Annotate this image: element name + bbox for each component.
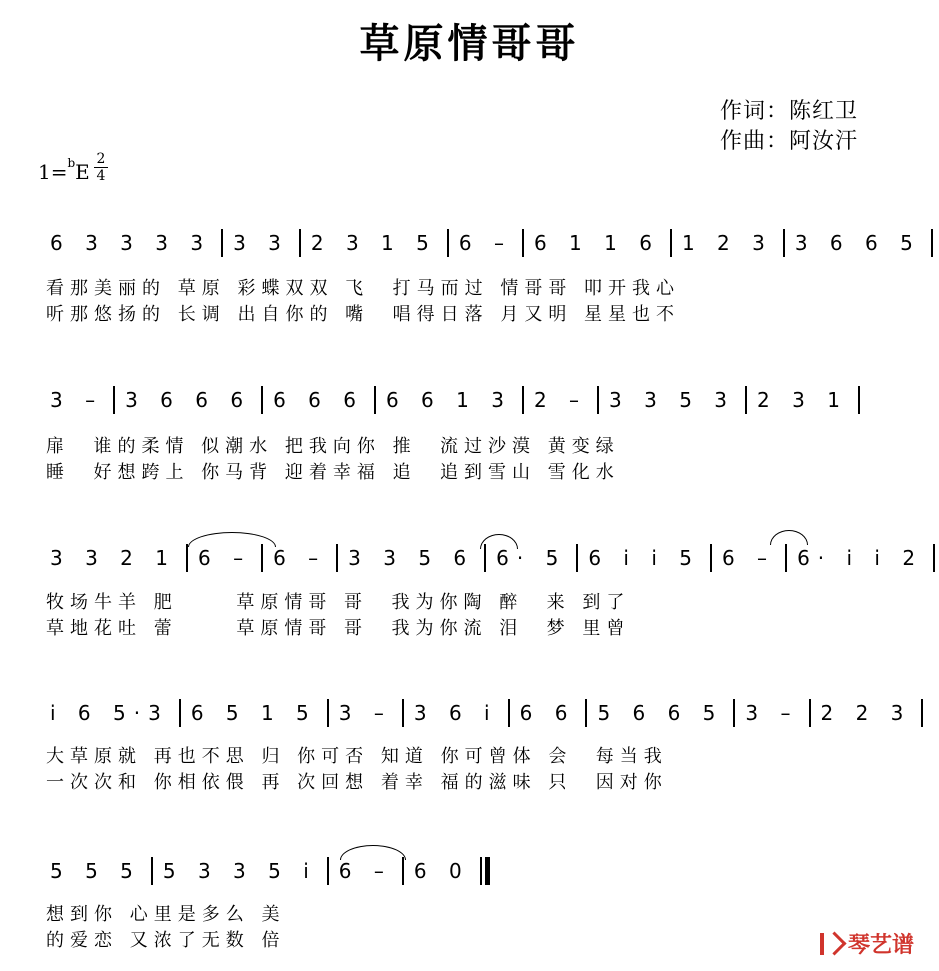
measure: 1 2 3: [681, 231, 773, 255]
measure: 6 5 1 5: [190, 701, 317, 725]
staff-line-5: [40, 856, 900, 902]
measure: 5 3 3 5 i: [162, 859, 317, 883]
time-signature: [94, 152, 108, 183]
measure: 6 0: [413, 859, 470, 883]
measure: 6 –: [197, 546, 252, 570]
measure: 2 –: [533, 388, 588, 412]
measure: 5 6 6 5: [597, 701, 724, 725]
lyrics-verse-1: 大草原就 再也不思 归 你可否 知道 你可曾体 会 每当我: [46, 746, 668, 767]
measure: 6 6 6: [273, 388, 364, 412]
flat-sign: b: [67, 156, 76, 171]
measure: 3 –: [745, 701, 799, 725]
measure: 3 –: [50, 388, 104, 412]
measure: 5 5 5: [50, 859, 141, 883]
lyrics-verse-2: 一次次和 你相依偎 再 次回想 着幸 福的滋味 只 因对你: [46, 772, 668, 793]
measure: 6 6: [519, 701, 576, 725]
watermark-logo: [818, 928, 914, 959]
measure: 2 3 1 5: [310, 231, 437, 255]
lyrics-verse-2: 听那悠扬的 长调 出自你的 嘴 唱得日落 月又明 星星也不: [46, 304, 681, 325]
lyrics-verse-1: 想到你 心里是多么 美: [46, 904, 286, 925]
measure: 2 3 1: [757, 388, 848, 412]
measure: 2 2 3: [820, 701, 912, 725]
staff-line-3: [40, 543, 924, 589]
key-note: E: [75, 160, 90, 184]
time-sig-bottom: 4: [96, 168, 106, 184]
staff-line-4: [40, 698, 912, 744]
measure: 6 –: [338, 859, 392, 883]
measure: 3 3 2 1: [50, 546, 176, 570]
time-sig-top: 2: [96, 151, 106, 167]
measure: 6 i i 5: [588, 546, 700, 570]
key-signature: [38, 156, 90, 184]
measure: 3 6 6 5: [794, 231, 921, 255]
logo-icon: [818, 931, 844, 957]
key-prefix: 1=: [38, 160, 68, 184]
measure: 6 6 1 3: [385, 388, 512, 412]
measure: 6 –: [721, 546, 776, 570]
lyrics-verse-1: 牧场牛羊 肥 草原情哥 哥 我为你陶 醉 来 到了: [46, 592, 631, 613]
measure: 6· 5: [496, 546, 567, 570]
staff-line-2: [40, 385, 900, 431]
measure: 6· i i 2: [797, 546, 924, 570]
lyrics-verse-2: 草地花吐 蕾 草原情哥 哥 我为你流 泪 梦 里曾: [46, 618, 631, 639]
lyrics-verse-1: 看那美丽的 草原 彩蝶双双 飞 打马而过 情哥哥 叩开我心: [46, 278, 681, 299]
measure: 6 3 3 3 3: [50, 231, 212, 255]
measure: 3 6 6 6: [125, 388, 252, 412]
measure: 3 –: [338, 701, 392, 725]
measure: 3 6 i: [413, 701, 498, 725]
measure: 3 3 5 3: [609, 388, 736, 412]
staff-line-1: [40, 228, 921, 274]
song-title: 草原情哥哥: [359, 20, 580, 67]
lyrics-verse-2: 的爱恋 又浓了无数 倍: [46, 930, 286, 951]
measure: i 6 5·3: [50, 701, 169, 725]
final-barline: [485, 857, 490, 885]
composer-credit: 作曲：阿汝汗: [720, 129, 859, 154]
measure: 3 3: [233, 231, 289, 255]
lyrics-verse-1: 扉 谁的柔情 似潮水 把我向你 推 流过沙漠 黄变绿: [46, 436, 620, 457]
measure: 3 3 5 6: [348, 546, 475, 570]
measure: 6 1 1 6: [533, 231, 660, 255]
lyrics-verse-2: 睡 好想跨上 你马背 迎着幸福 追 追到雪山 雪化水: [46, 462, 620, 483]
measure: 6 –: [458, 231, 512, 255]
lyricist-credit: 作词：陈红卫: [720, 99, 859, 124]
measure: 6 –: [273, 546, 327, 570]
watermark-text: 琴艺谱: [848, 933, 915, 958]
